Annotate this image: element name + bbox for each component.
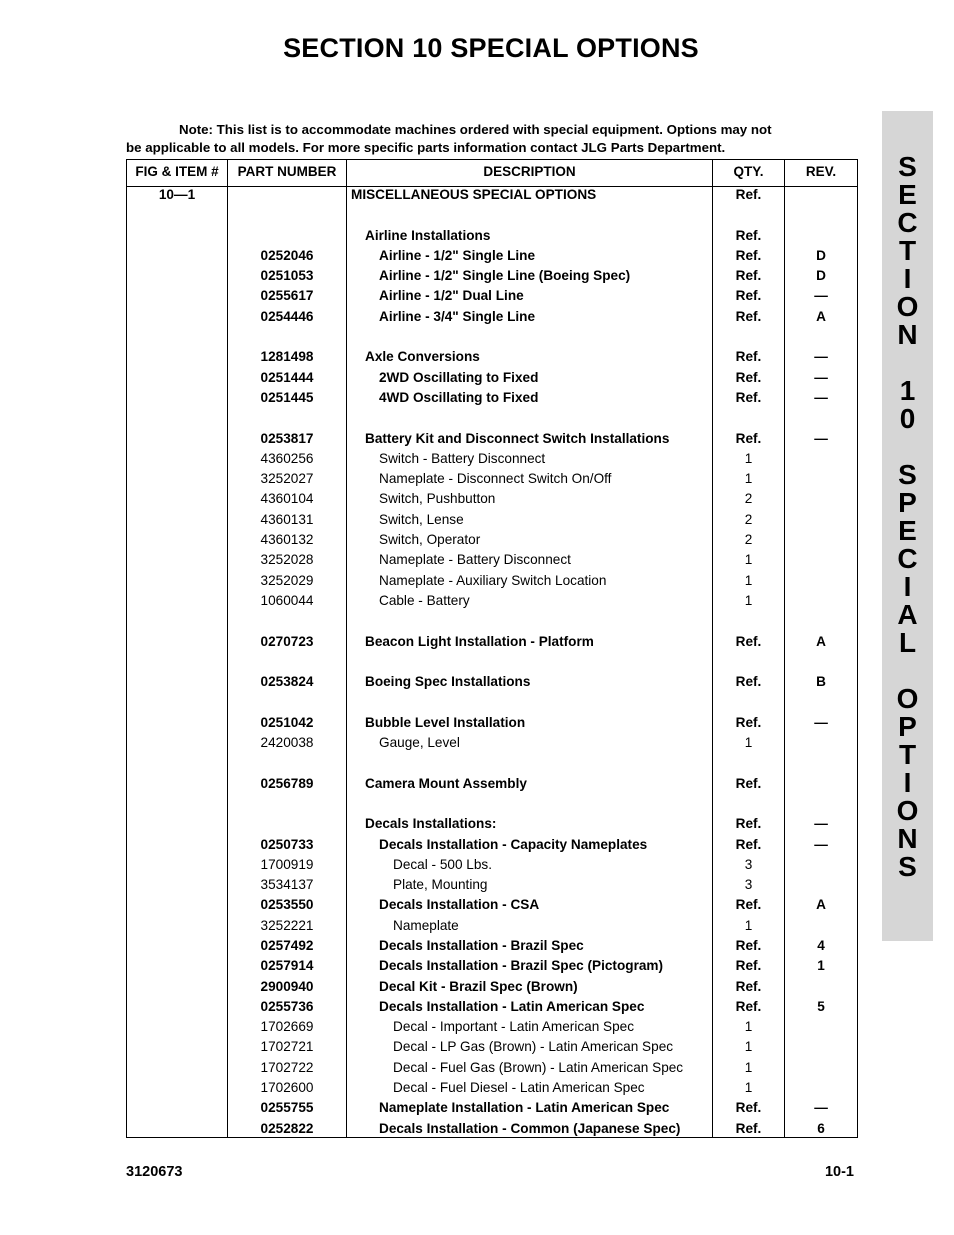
part-number-cell: 0256789 xyxy=(260,775,314,791)
page-title: SECTION 10 SPECIAL OPTIONS xyxy=(283,33,699,63)
part-number-cell: 0253817 xyxy=(260,430,314,446)
qty-cell: 1 xyxy=(744,471,753,487)
side-tab-letter: O xyxy=(896,683,919,714)
footer-page-number: 10-1 xyxy=(824,1164,854,1180)
table-row xyxy=(127,776,857,796)
description-cell: MISCELLANEOUS SPECIAL OPTIONS xyxy=(351,187,597,202)
qty-cell: Ref. xyxy=(735,714,762,730)
rev-cell: — xyxy=(814,1100,828,1116)
table-header xyxy=(127,160,857,187)
table-row xyxy=(127,979,857,999)
note-line-1: Note: This list is to accommodate machines ordered with special equipment. Options may not xyxy=(179,122,772,137)
part-number-cell: 0257914 xyxy=(260,958,314,974)
part-number-cell: 0252046 xyxy=(260,247,314,263)
qty-cell: 1 xyxy=(744,735,753,751)
part-number-cell: 3534137 xyxy=(260,877,314,893)
description-cell: Boeing Spec Installations xyxy=(365,674,531,690)
description-cell: Airline - 1/2" Dual Line xyxy=(379,288,524,304)
qty-cell: Ref. xyxy=(735,369,762,385)
part-number-cell: 1702600 xyxy=(260,1080,314,1096)
description-cell: Switch, Lense xyxy=(379,511,464,527)
table-row xyxy=(127,1100,857,1120)
part-number-cell: 0255755 xyxy=(260,1100,314,1116)
part-number-cell: 0270723 xyxy=(260,633,314,649)
rev-cell: 6 xyxy=(817,1120,825,1136)
part-number-cell: 3252029 xyxy=(260,572,314,588)
table-row xyxy=(127,694,857,714)
table-row xyxy=(127,938,857,958)
header-fig-item: FIG & ITEM # xyxy=(135,164,219,179)
description-cell: Nameplate Installation - Latin American Spec xyxy=(379,1100,670,1116)
side-tab-letter: C xyxy=(897,207,918,238)
table-row xyxy=(127,1080,857,1100)
qty-cell: Ref. xyxy=(735,187,762,202)
qty-cell: 1 xyxy=(744,552,753,568)
table-row xyxy=(127,207,857,227)
description-cell: Decals Installation - Capacity Nameplates xyxy=(379,836,648,852)
fig-item-cell: 10—1 xyxy=(158,187,196,202)
side-tab-letter: 1 xyxy=(899,375,916,406)
part-number-cell: 0255736 xyxy=(260,998,314,1014)
footer-doc-number: 3120673 xyxy=(126,1164,183,1180)
table-row xyxy=(127,309,857,329)
description-cell: Nameplate - Auxiliary Switch Location xyxy=(379,572,607,588)
table-row xyxy=(127,248,857,268)
qty-cell: Ref. xyxy=(735,978,762,994)
part-number-cell: 0251042 xyxy=(260,714,314,730)
description-cell: 2WD Oscillating to Fixed xyxy=(379,369,539,385)
table-row xyxy=(127,715,857,735)
rev-cell: — xyxy=(814,288,828,304)
part-number-cell: 1281498 xyxy=(260,349,314,365)
part-number-cell: 1060044 xyxy=(260,592,314,608)
description-cell: Decals Installation - Latin American Spec xyxy=(379,998,645,1014)
qty-cell: Ref. xyxy=(735,816,762,832)
description-cell: Decal - LP Gas (Brown) - Latin American Spec xyxy=(393,1039,674,1055)
qty-cell: 1 xyxy=(744,572,753,588)
part-number-cell: 1702722 xyxy=(260,1059,314,1075)
description-cell: Decals Installation - CSA xyxy=(379,897,540,913)
part-number-cell: 0251444 xyxy=(260,369,314,385)
part-number-cell: 3252028 xyxy=(260,552,314,568)
qty-cell: Ref. xyxy=(735,633,762,649)
table-row xyxy=(127,532,857,552)
side-tab-letter: E xyxy=(898,515,917,546)
table-row xyxy=(127,857,857,877)
rev-cell: — xyxy=(814,369,828,385)
qty-cell: 2 xyxy=(744,532,753,548)
table-row xyxy=(127,1121,857,1141)
table-row xyxy=(127,837,857,857)
description-cell: Decal - 500 Lbs. xyxy=(393,856,492,872)
description-cell: Switch - Battery Disconnect xyxy=(379,450,546,466)
description-cell: Decals Installation - Brazil Spec xyxy=(379,937,584,953)
qty-cell: 1 xyxy=(744,1019,753,1035)
rev-cell: A xyxy=(816,897,826,913)
part-number-cell: 0251445 xyxy=(260,389,314,405)
description-cell: Airline - 1/2" Single Line (Boeing Spec) xyxy=(379,268,631,284)
header-part-number: PART NUMBER xyxy=(237,164,337,179)
part-number-cell: 0252822 xyxy=(260,1120,314,1136)
part-number-cell: 3252221 xyxy=(260,917,314,933)
description-cell: Airline - 1/2" Single Line xyxy=(379,247,536,263)
qty-cell: 2 xyxy=(744,491,753,507)
part-number-cell: 0255617 xyxy=(260,288,314,304)
side-tab-letter: O xyxy=(896,795,919,826)
description-cell: Switch, Pushbutton xyxy=(379,491,496,507)
side-tab-letters xyxy=(882,111,933,881)
table-row xyxy=(127,999,857,1019)
side-tab-letter: S xyxy=(898,151,917,182)
part-number-cell: 0253824 xyxy=(260,674,314,690)
side-tab-letter: P xyxy=(898,487,917,518)
qty-cell: Ref. xyxy=(735,1120,762,1136)
description-cell: Decals Installation - Brazil Spec (Pictogram) xyxy=(379,958,664,974)
rev-cell: 1 xyxy=(817,958,825,974)
description-cell: Gauge, Level xyxy=(379,735,460,751)
part-number-cell: 4360256 xyxy=(260,450,314,466)
qty-cell: Ref. xyxy=(735,674,762,690)
part-number-cell: 1700919 xyxy=(260,856,314,872)
table-row xyxy=(127,370,857,390)
header-rev: REV. xyxy=(805,164,837,179)
table-row xyxy=(127,491,857,511)
rev-cell: 4 xyxy=(817,937,825,953)
description-cell: Bubble Level Installation xyxy=(365,714,526,730)
rev-cell: B xyxy=(816,674,826,690)
part-number-cell: 0254446 xyxy=(260,308,314,324)
qty-cell: Ref. xyxy=(735,1100,762,1116)
side-tab-letter: N xyxy=(897,319,918,350)
part-number-cell: 2420038 xyxy=(260,735,314,751)
note xyxy=(126,121,858,157)
part-number-cell: 0257492 xyxy=(260,937,314,953)
table-row xyxy=(127,187,857,207)
part-number-cell: 4360132 xyxy=(260,532,314,548)
qty-cell: Ref. xyxy=(735,958,762,974)
side-tab-letter: N xyxy=(897,823,918,854)
table-row xyxy=(127,410,857,430)
rev-cell: A xyxy=(816,308,826,324)
table-row xyxy=(127,918,857,938)
description-cell: Decals Installation - Common (Japanese Spec) xyxy=(379,1120,681,1136)
side-tab-letter: O xyxy=(896,291,919,322)
part-number-cell: 4360104 xyxy=(260,491,314,507)
description-cell: Axle Conversions xyxy=(365,349,480,365)
description-cell: Plate, Mounting xyxy=(393,877,488,893)
part-number-cell: 1702721 xyxy=(260,1039,314,1055)
side-tab-letter: 0 xyxy=(899,403,916,434)
table-row xyxy=(127,390,857,410)
qty-cell: 1 xyxy=(744,1059,753,1075)
table-row xyxy=(127,958,857,978)
table-row xyxy=(127,1060,857,1080)
rev-cell: — xyxy=(814,349,828,365)
qty-cell: Ref. xyxy=(735,775,762,791)
description-cell: Airline - 3/4" Single Line xyxy=(379,308,536,324)
table-row xyxy=(127,1019,857,1039)
qty-cell: Ref. xyxy=(735,937,762,953)
qty-cell: Ref. xyxy=(735,268,762,284)
qty-cell: 1 xyxy=(744,1039,753,1055)
table-row xyxy=(127,613,857,633)
part-number-cell: 0253550 xyxy=(260,897,314,913)
description-cell: Decal - Important - Latin American Spec xyxy=(393,1019,635,1035)
table-row xyxy=(127,552,857,572)
side-tab-letter: S xyxy=(898,459,917,490)
part-number-cell: 0251053 xyxy=(260,268,314,284)
table-row xyxy=(127,1039,857,1059)
qty-cell: 1 xyxy=(744,1080,753,1096)
parts-table xyxy=(126,159,858,1138)
side-tab-letter: C xyxy=(897,543,918,574)
description-cell: Switch, Operator xyxy=(379,532,481,548)
part-number-cell: 3252027 xyxy=(260,471,314,487)
side-tab-letter: I xyxy=(903,571,912,602)
qty-cell: Ref. xyxy=(735,836,762,852)
description-cell: Nameplate - Disconnect Switch On/Off xyxy=(379,471,612,487)
qty-cell: Ref. xyxy=(735,998,762,1014)
header-description: DESCRIPTION xyxy=(483,164,576,179)
table-row xyxy=(127,288,857,308)
description-cell: Airline Installations xyxy=(365,227,491,243)
qty-cell: Ref. xyxy=(735,227,762,243)
table-row xyxy=(127,796,857,816)
section-side-tab xyxy=(882,111,933,941)
description-cell: Cable - Battery xyxy=(379,592,470,608)
rev-cell: A xyxy=(816,633,826,649)
side-tab-letter: P xyxy=(898,711,917,742)
qty-cell: Ref. xyxy=(735,389,762,405)
side-tab-letter: L xyxy=(898,627,917,658)
table-row xyxy=(127,877,857,897)
qty-cell: Ref. xyxy=(735,308,762,324)
rev-cell: — xyxy=(814,714,828,730)
table-body xyxy=(127,187,857,1141)
description-cell: Decals Installations: xyxy=(365,816,497,832)
table-row xyxy=(127,897,857,917)
table-row xyxy=(127,471,857,491)
table-row xyxy=(127,329,857,349)
part-number-cell: 4360131 xyxy=(260,511,314,527)
side-tab-letter: I xyxy=(903,263,912,294)
note-line-2: be applicable to all models. For more specific parts information contact JLG Parts Department. xyxy=(126,140,726,155)
qty-cell: 1 xyxy=(744,592,753,608)
table-row xyxy=(127,755,857,775)
qty-cell: 3 xyxy=(744,856,753,872)
qty-cell: Ref. xyxy=(735,247,762,263)
table-row xyxy=(127,816,857,836)
table-row xyxy=(127,268,857,288)
table-row xyxy=(127,735,857,755)
side-tab-space xyxy=(882,433,933,461)
qty-cell: 1 xyxy=(744,450,753,466)
part-number-cell: 0250733 xyxy=(260,836,314,852)
rev-cell: — xyxy=(814,836,828,852)
table-row xyxy=(127,349,857,369)
side-tab-space xyxy=(882,657,933,685)
qty-cell: Ref. xyxy=(735,430,762,446)
table-row xyxy=(127,512,857,532)
side-tab-space xyxy=(882,349,933,377)
rev-cell: — xyxy=(814,816,828,832)
description-cell: Decal Kit - Brazil Spec (Brown) xyxy=(379,978,578,994)
qty-cell: Ref. xyxy=(735,897,762,913)
description-cell: Nameplate xyxy=(393,917,459,933)
description-cell: Nameplate - Battery Disconnect xyxy=(379,552,571,568)
table-row xyxy=(127,573,857,593)
table-row xyxy=(127,451,857,471)
table-row xyxy=(127,228,857,248)
side-tab-letter: T xyxy=(898,739,917,770)
table-row xyxy=(127,674,857,694)
rev-cell: D xyxy=(816,247,826,263)
side-tab-letter: I xyxy=(903,767,912,798)
rev-cell: — xyxy=(814,389,828,405)
side-tab-letter: A xyxy=(897,599,918,630)
table-row xyxy=(127,431,857,451)
side-tab-letter: E xyxy=(898,179,917,210)
side-tab-letter: T xyxy=(898,235,917,266)
part-number-cell: 1702669 xyxy=(260,1019,314,1035)
description-cell: Decal - Fuel Diesel - Latin American Spec xyxy=(393,1080,645,1096)
qty-cell: 3 xyxy=(744,877,753,893)
rev-cell: 5 xyxy=(817,998,825,1014)
qty-cell: 1 xyxy=(744,917,753,933)
description-cell: 4WD Oscillating to Fixed xyxy=(379,389,539,405)
rev-cell: — xyxy=(814,430,828,446)
qty-cell: 2 xyxy=(744,511,753,527)
side-tab-letter: S xyxy=(898,851,917,882)
description-cell: Beacon Light Installation - Platform xyxy=(365,633,594,649)
part-number-cell: 2900940 xyxy=(260,978,314,994)
qty-cell: Ref. xyxy=(735,288,762,304)
description-cell: Camera Mount Assembly xyxy=(365,775,527,791)
table-row xyxy=(127,654,857,674)
rev-cell: D xyxy=(816,268,826,284)
table-row xyxy=(127,634,857,654)
description-cell: Battery Kit and Disconnect Switch Installations xyxy=(365,430,670,446)
qty-cell: Ref. xyxy=(735,349,762,365)
table-row xyxy=(127,593,857,613)
description-cell: Decal - Fuel Gas (Brown) - Latin American Spec xyxy=(393,1059,684,1075)
header-qty: QTY. xyxy=(733,164,764,179)
